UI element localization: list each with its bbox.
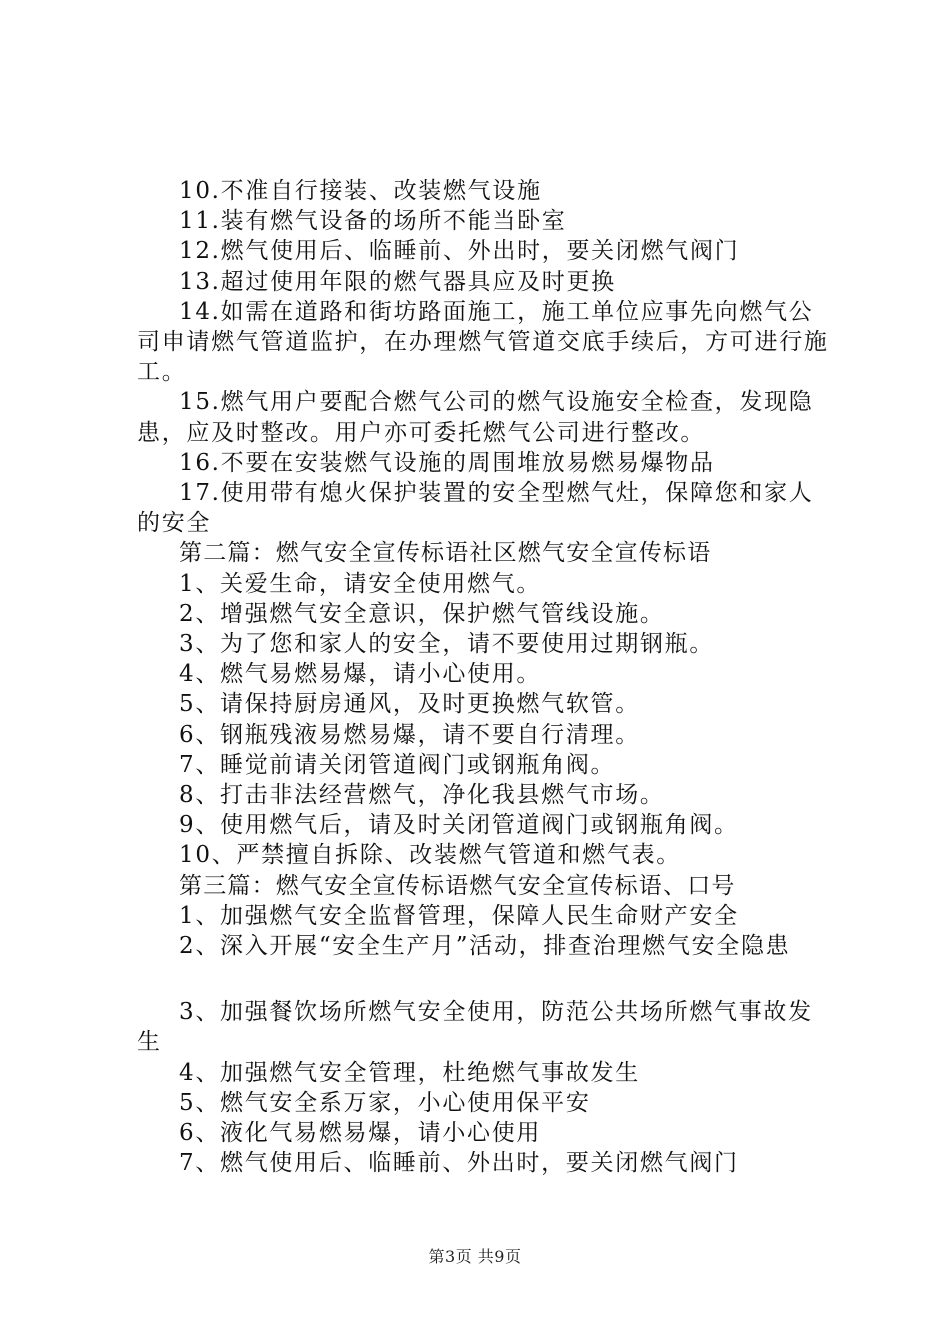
document-body — [137, 176, 837, 1179]
list-item: 10、严禁擅自拆除、改装燃气管道和燃气表。 — [179, 842, 681, 869]
list-item: 3、加强餐饮场所燃气安全使用，防范公共场所燃气事故发生 — [137, 999, 813, 1056]
list-item: 6、液化气易燃易爆，请小心使用 — [179, 1120, 542, 1147]
list-item: 7、燃气使用后、临睡前、外出时，要关闭燃气阀门 — [179, 1150, 739, 1177]
list-item: 5、请保持厨房通风，及时更换燃气软管。 — [179, 691, 640, 718]
section-heading: 第三篇：燃气安全宣传标语燃气安全宣传标语、口号 — [179, 872, 736, 899]
list-item: 4、加强燃气安全管理，杜绝燃气事故发生 — [179, 1059, 640, 1086]
list-item: 12.燃气使用后、临睡前、外出时，要关闭燃气阀门 — [179, 238, 740, 265]
list-item: 14.如需在道路和街坊路面施工，施工单位应事先向燃气公司申请燃气管道监护，在办理燃气管道交底手续后，方可进行施工。 — [137, 298, 829, 386]
list-item: 7、睡觉前请关闭管道阀门或钢瓶角阀。 — [179, 751, 616, 778]
list-item: 11.装有燃气设备的场所不能当卧室 — [179, 208, 567, 235]
list-item: 10.不准自行接装、改装燃气设施 — [179, 178, 542, 204]
list-item: 17.使用带有熄火保护装置的安全型燃气灶，保障您和家人的安全 — [137, 480, 814, 537]
section-heading: 第二篇：燃气安全宣传标语社区燃气安全宣传标语 — [179, 540, 712, 567]
list-item: 9、使用燃气后，请及时关闭管道阀门或钢瓶角阀。 — [179, 812, 739, 839]
list-item: 13.超过使用年限的燃气器具应及时更换 — [179, 268, 616, 295]
list-item: 3、为了您和家人的安全，请不要使用过期钢瓶。 — [179, 631, 715, 658]
list-item: 2、增强燃气安全意识，保护燃气管线设施。 — [179, 600, 665, 627]
list-item: 4、燃气易燃易爆，请小心使用。 — [179, 661, 542, 688]
page-number-footer: 第3页 共9页 — [428, 1247, 522, 1266]
list-item: 5、燃气安全系万家，小心使用保平安 — [179, 1089, 591, 1116]
list-item: 1、加强燃气安全监督管理，保障人民生命财产安全 — [179, 902, 739, 929]
list-item: 2、深入开展“安全生产月”活动，排查治理燃气安全隐患 — [179, 933, 791, 960]
list-item: 8、打击非法经营燃气，净化我县燃气市场。 — [179, 782, 665, 809]
list-item: 6、钢瓶残液易燃易爆，请不要自行清理。 — [179, 721, 640, 748]
list-item: 16.不要在安装燃气设施的周围堆放易燃易爆物品 — [179, 449, 715, 476]
list-item: 15.燃气用户要配合燃气公司的燃气设施安全检查，发现隐患，应及时整改。用户亦可委托燃气公司进行整改。 — [137, 389, 814, 446]
list-item: 1、关爱生命，请安全使用燃气。 — [179, 570, 542, 597]
